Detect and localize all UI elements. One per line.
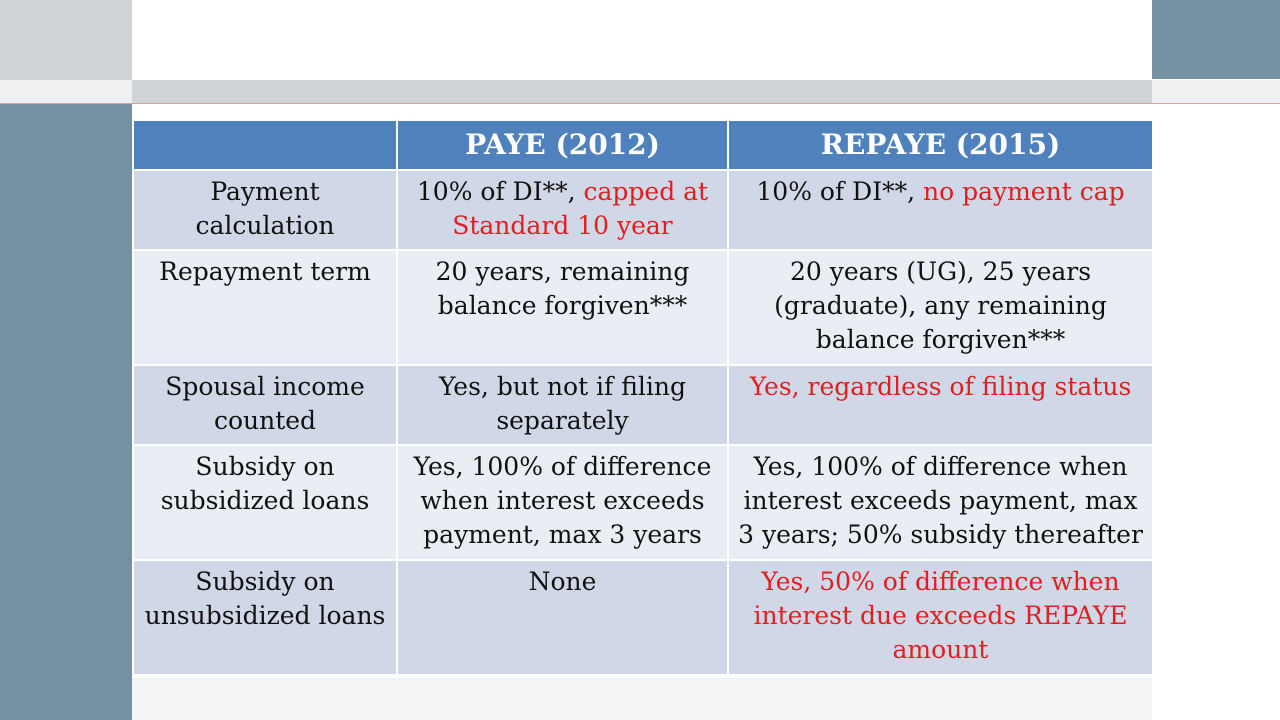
cell-text: None <box>528 567 597 596</box>
table-row <box>133 365 1153 445</box>
decor-title-band <box>132 80 1152 103</box>
cell-highlight: no payment cap <box>922 177 1125 206</box>
cell-highlight: capped at Standard 10 year <box>452 177 709 240</box>
row-label: Subsidy on subsidized loans <box>133 445 397 560</box>
cell-text: Yes, 100% of difference when interest exceeds payment, max 3 years <box>413 452 712 549</box>
decor-bottom-strip <box>132 678 1152 720</box>
paye-cell <box>397 250 728 365</box>
decor-top-right-block <box>1152 0 1280 79</box>
row-label: Spousal income counted <box>133 365 397 445</box>
table-row <box>133 250 1153 365</box>
repaye-cell <box>728 560 1153 675</box>
cell-text: 10% of DI**, <box>756 177 923 206</box>
cell-highlight: Yes, 50% of difference when interest due exceeds REPAYE amount <box>753 567 1128 664</box>
header-empty-cell <box>133 120 397 170</box>
cell-text: Yes, but not if filing separately <box>438 372 687 435</box>
table-row <box>133 170 1153 250</box>
decor-accent-line <box>0 103 1280 104</box>
repaye-cell <box>728 365 1153 445</box>
paye-cell <box>397 445 728 560</box>
row-label: Payment calculation <box>133 170 397 250</box>
decor-band-left <box>0 80 132 103</box>
cell-text: 20 years, remaining balance forgiven*** <box>435 257 690 320</box>
comparison-table <box>132 119 1154 676</box>
decor-top-left-block <box>0 0 132 80</box>
cell-text: Yes, 100% of difference when interest exceeds payment, max 3 years; 50% subsidy thereafter <box>738 452 1143 549</box>
table-header-row <box>133 120 1153 170</box>
repaye-cell <box>728 445 1153 560</box>
repaye-cell <box>728 250 1153 365</box>
repaye-cell <box>728 170 1153 250</box>
paye-cell <box>397 560 728 675</box>
row-label: Subsidy on unsubsidized loans <box>133 560 397 675</box>
cell-text: 20 years (UG), 25 years (graduate), any remaining balance forgiven*** <box>774 257 1107 354</box>
paye-cell <box>397 170 728 250</box>
paye-cell <box>397 365 728 445</box>
header-repaye: REPAYE (2015) <box>728 120 1153 170</box>
decor-left-bar <box>0 104 132 720</box>
decor-band-right <box>1152 80 1280 103</box>
table-row <box>133 445 1153 560</box>
table-row <box>133 560 1153 675</box>
cell-highlight: Yes, regardless of filing status <box>749 372 1132 401</box>
row-label: Repayment term <box>133 250 397 365</box>
cell-text: 10% of DI**, <box>416 177 584 206</box>
header-paye: PAYE (2012) <box>397 120 728 170</box>
